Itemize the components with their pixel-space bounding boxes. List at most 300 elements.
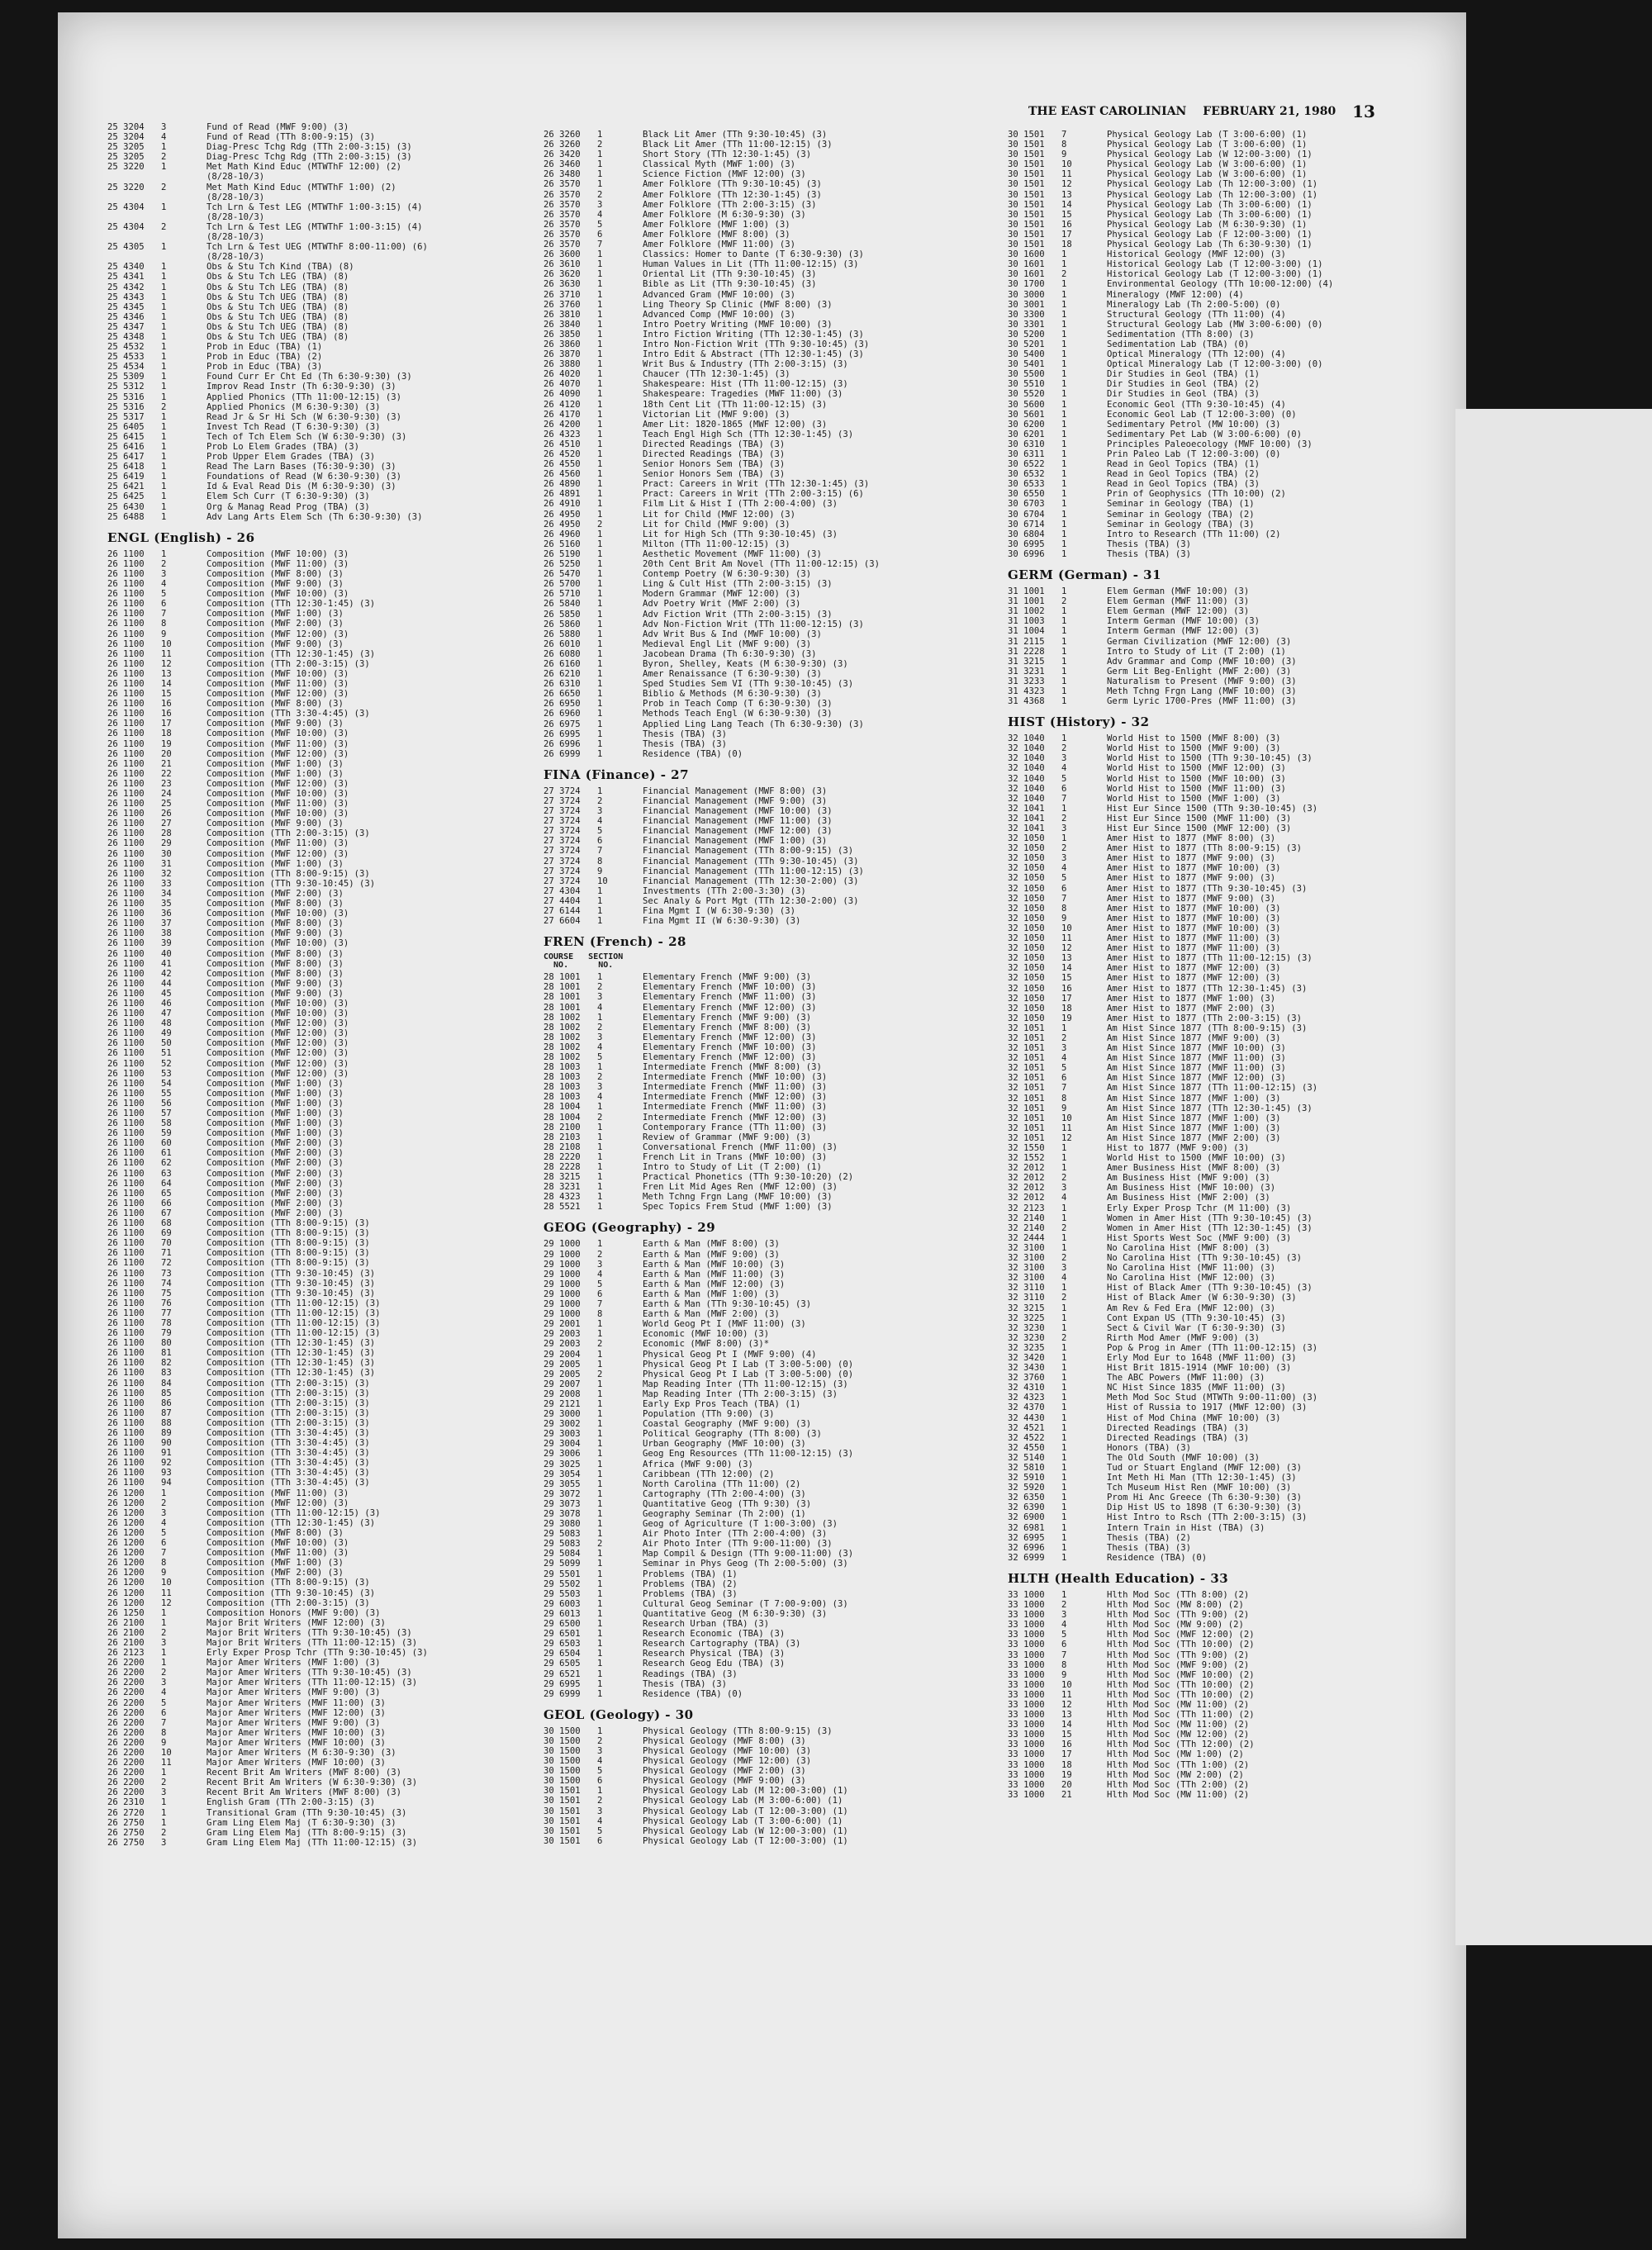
course-row: [107, 1648, 537, 1658]
course-title: Hlth Mod Soc (MW 8:00) (2): [1107, 1600, 1244, 1611]
course-number: 30 5200: [1008, 329, 1045, 339]
course-row: [1008, 1790, 1437, 1800]
section-number: 1: [597, 329, 603, 339]
course-title: Major Amer Writers (MWF 11:00) (3): [206, 1697, 386, 1708]
course-row: [107, 1508, 537, 1518]
department-heading: HIST (History) - 32: [1008, 714, 1150, 730]
section-number: 1: [1061, 519, 1067, 529]
course-number: 26 2720: [107, 1807, 145, 1818]
course-row: [1008, 150, 1437, 159]
course-title: Composition Honors (MWF 9:00) (3): [206, 1607, 381, 1618]
section-number: 1: [1061, 1342, 1067, 1353]
course-row: [1008, 369, 1437, 379]
course-number: 26 1100: [107, 1168, 145, 1179]
course-row: [107, 1258, 537, 1268]
course-number: 30 6532: [1008, 469, 1045, 480]
section-number: 4: [597, 1816, 603, 1826]
section-number: 1: [1061, 656, 1067, 667]
section-number: 1: [597, 439, 603, 449]
course-number: 32 1040: [1008, 773, 1045, 784]
course-number: 30 1500: [544, 1735, 581, 1746]
course-number: 30 1501: [544, 1825, 581, 1836]
course-row: [107, 262, 537, 272]
course-number: 32 3230: [1008, 1332, 1045, 1343]
course-title: Amer Hist to 1877 (MWF 10:00) (3): [1107, 923, 1281, 933]
course-number: 26 6950: [544, 699, 581, 710]
course-title: Optical Mineralogy (TTh 12:00) (4): [1107, 349, 1286, 360]
course-row: [107, 1668, 537, 1678]
course-number: 27 6604: [544, 916, 581, 927]
course-row: [107, 1148, 537, 1158]
section-number: 1: [597, 469, 603, 480]
section-number: 4: [161, 1517, 167, 1528]
section-number: 1: [1061, 1232, 1067, 1243]
course-row: [544, 1559, 973, 1569]
section-number: 1: [597, 429, 603, 439]
section-number: [161, 212, 206, 222]
course-title: (8/28-10/3): [206, 252, 265, 263]
section-number: 5: [1061, 1063, 1067, 1074]
course-number: 26 1100: [107, 828, 145, 839]
course-row: [544, 1142, 973, 1152]
course-number: 27 6144: [544, 906, 581, 917]
section-number: 91: [161, 1448, 172, 1459]
course-title: No Carolina Hist (MWF 11:00) (3): [1107, 1263, 1276, 1274]
course-title: Elementary French (MWF 12:00) (3): [643, 1051, 817, 1062]
section-number: 37: [161, 919, 172, 929]
section-number: 6: [161, 599, 167, 610]
section-number: 2: [597, 519, 603, 529]
course-number: 32 2012: [1008, 1193, 1045, 1203]
section-number: 1: [161, 242, 167, 253]
course-row: [1008, 469, 1437, 479]
course-row: [1008, 1502, 1437, 1512]
section-number: 1: [161, 352, 167, 363]
section-number: 1: [1061, 429, 1067, 439]
section-number: 1: [597, 1439, 603, 1450]
section-number: 2: [1061, 596, 1067, 607]
section-number: 1: [161, 421, 167, 432]
section-number: 4: [161, 1688, 167, 1698]
course-title: Foundations of Read (W 6:30-9:30) (3): [206, 472, 401, 482]
course-row: [1008, 1094, 1437, 1104]
course-title: Hlth Mod Soc (MW 9:00) (2): [1107, 1620, 1244, 1631]
course-row: [1008, 943, 1437, 953]
course-row: [1008, 1780, 1437, 1790]
course-row: [107, 1598, 537, 1608]
course-title: Composition (MWF 2:00) (3): [206, 1168, 344, 1179]
course-title: Geography Seminar (Th 2:00) (1): [643, 1509, 806, 1519]
section-number: 1: [161, 491, 167, 502]
course-row: [1008, 320, 1437, 330]
course-title: Oriental Lit (TTh 9:30-10:45) (3): [643, 269, 817, 280]
course-title: Physical Geog Pt I Lab (T 3:00-5:00) (0): [643, 1369, 854, 1379]
course-title: Intro to Study of Lit (T 2:00) (1): [643, 1162, 822, 1172]
department-heading: GERM (German) - 31: [1008, 567, 1162, 583]
course-row: [544, 1399, 973, 1409]
course-number: 32 1040: [1008, 753, 1045, 764]
course-title: Physical Geology Lab (W 12:00-3:00) (1): [1107, 150, 1313, 160]
section-number: 10: [1061, 923, 1072, 933]
course-row: [107, 1348, 537, 1358]
section-number: 4: [161, 132, 167, 143]
course-number: 29 3054: [544, 1469, 581, 1479]
course-number: 25 4347: [107, 321, 145, 332]
course-number: 26 1200: [107, 1517, 145, 1528]
course-number: 28 5521: [544, 1202, 581, 1213]
course-title: Gram Ling Elem Maj (T 6:30-9:30) (3): [206, 1817, 396, 1828]
course-row: [1008, 190, 1437, 200]
course-title: Composition (TTh 11:00-12:15) (3): [206, 1317, 381, 1328]
course-row: [544, 1023, 973, 1032]
section-number: 1: [1061, 529, 1067, 539]
course-number: 26 5190: [544, 548, 581, 559]
course-row: [107, 1748, 537, 1758]
course-title: Tch Lrn & Test UEG (MTWThF 8:00-11:00) (6): [206, 242, 428, 253]
course-number: 26 1250: [107, 1607, 145, 1618]
course-row: [1008, 240, 1437, 249]
course-row: [107, 1478, 537, 1488]
course-row: [107, 879, 537, 889]
course-row: [544, 669, 973, 679]
course-title: Shakespeare: Hist (TTh 11:00-12:15) (3): [643, 379, 848, 390]
section-number: 1: [1061, 1589, 1067, 1600]
course-title: Met Math Kind Educ (MTWThF 12:00) (2): [206, 162, 401, 173]
course-title: Major Amer Writers (MWF 9:00) (3): [206, 1717, 381, 1728]
course-title: Composition (TTh 8:00-9:15) (3): [206, 1228, 370, 1239]
course-number: 30 1601: [1008, 269, 1045, 280]
course-row: [544, 1082, 973, 1092]
course-title: Elem German (MWF 11:00) (3): [1107, 596, 1250, 607]
course-number: 25 6430: [107, 501, 145, 512]
course-row: [107, 1118, 537, 1128]
course-title: Seminar in Phys Geog (Th 2:00-5:00) (3): [643, 1559, 848, 1569]
course-row: [544, 1339, 973, 1349]
course-number: 30 5400: [1008, 349, 1045, 360]
course-title: Composition (TTh 12:30-1:45) (3): [206, 1358, 376, 1369]
section-number: 1: [1061, 379, 1067, 390]
schedule-column-1: [107, 122, 537, 1853]
section-number: 1: [597, 709, 603, 719]
course-row: [1008, 596, 1437, 606]
course-number: 32 6900: [1008, 1512, 1045, 1523]
section-number: 1: [1061, 606, 1067, 617]
course-row: [107, 152, 537, 162]
course-title: Research Urban (TBA) (3): [643, 1619, 770, 1630]
course-row: [544, 1152, 973, 1162]
course-number: 31 3215: [1008, 656, 1045, 667]
section-number: 3: [161, 1678, 167, 1688]
section-number: 1: [1061, 1363, 1067, 1374]
course-number: 33 1000: [1008, 1749, 1045, 1760]
course-number: 29 6003: [544, 1598, 581, 1609]
course-row: [1008, 1143, 1437, 1153]
course-row: [107, 1628, 537, 1638]
section-number: 2: [161, 182, 167, 192]
course-title: Pract: Careers in Writ (TTh 12:30-1:45) (3): [643, 479, 870, 490]
course-row: [544, 739, 973, 749]
course-number: 26 1100: [107, 919, 145, 929]
course-title: Composition (TTh 12:30-1:45) (3): [206, 1368, 376, 1379]
course-number: 29 6504: [544, 1649, 581, 1659]
course-number: 26 5470: [544, 569, 581, 580]
course-row: [107, 1289, 537, 1298]
course-row: [107, 1138, 537, 1148]
course-title: Composition (TTh 8:00-9:15) (3): [206, 1238, 370, 1249]
course-title: Am Hist Since 1877 (TTh 12:30-1:45) (3): [1107, 1103, 1313, 1113]
course-row: [544, 1239, 973, 1249]
course-title: Directed Readings (TBA) (3): [1107, 1432, 1250, 1443]
course-title: Hlth Mod Soc (TTh 9:00) (2): [1107, 1650, 1250, 1660]
course-row: [1008, 963, 1437, 973]
course-title: Meth Tchng Frgn Lang (MWF 10:00) (3): [1107, 686, 1297, 696]
course-title: Composition (TTh 3:30-4:45) (3): [206, 1428, 370, 1438]
course-title: Earth & Man (MWF 12:00) (3): [643, 1279, 786, 1289]
section-number: 1: [1061, 616, 1067, 627]
course-number: 26 2100: [107, 1627, 145, 1638]
course-number: 26 2750: [107, 1837, 145, 1848]
course-number: 25 6417: [107, 452, 145, 463]
course-number: 32 6350: [1008, 1493, 1045, 1503]
course-row: [1008, 210, 1437, 220]
course-title: Environmental Geology (TTh 10:00-12:00) (4): [1107, 279, 1334, 290]
course-row: [544, 1549, 973, 1559]
course-row: [107, 1818, 537, 1828]
course-number: 32 3110: [1008, 1293, 1045, 1303]
course-title: Hist of Black Amer (W 6:30-9:30) (3): [1107, 1293, 1297, 1303]
course-number: 33 1000: [1008, 1720, 1045, 1730]
section-number: 4: [597, 1042, 603, 1052]
course-row: [107, 979, 537, 989]
section-number: 1: [597, 619, 603, 629]
course-title: Physical Geology (MWF 10:00) (3): [643, 1745, 812, 1756]
course-number: 26 1100: [107, 968, 145, 979]
section-number: 8: [1061, 1659, 1067, 1670]
course-row: [107, 639, 537, 649]
course-title: Composition (MWF 1:00) (3): [206, 1558, 344, 1569]
section-number: 2: [1061, 1032, 1067, 1043]
course-title: Directed Readings (TBA) (3): [643, 449, 786, 459]
course-number: 26 3420: [544, 150, 581, 160]
course-title: (8/28-10/3): [206, 232, 265, 243]
course-title: Composition (TTh 11:00-12:15) (3): [206, 1328, 381, 1339]
course-row: [544, 300, 973, 310]
course-row: [1008, 1313, 1437, 1323]
section-number: 2: [161, 1627, 167, 1638]
course-row: [107, 1079, 537, 1089]
course-row: [1008, 1590, 1437, 1600]
course-title: Hlth Mod Soc (TTh 8:00) (2): [1107, 1589, 1250, 1600]
section-number: 6: [161, 1538, 167, 1549]
course-row: [1008, 1710, 1437, 1720]
course-section: [1008, 567, 1437, 706]
course-number: 31 3233: [1008, 676, 1045, 686]
course-title: Applied Phonics (M 6:30-9:30) (3): [206, 401, 381, 412]
course-number: 32 1040: [1008, 763, 1045, 774]
course-number: 33 1000: [1008, 1730, 1045, 1740]
course-title: Thesis (TBA) (3): [1107, 1542, 1192, 1553]
course-number: 30 1501: [1008, 229, 1045, 240]
schedule-column-3: [1008, 130, 1437, 1805]
course-number: 26 1100: [107, 778, 145, 789]
course-title: Composition (MWF 2:00) (3): [206, 1198, 344, 1208]
course-row: [544, 1569, 973, 1579]
section-number: 1: [597, 719, 603, 729]
course-title: Physical Geology Lab (M 3:00-6:00) (1): [643, 1796, 843, 1806]
course-row: [1008, 1043, 1437, 1053]
section-number: 3: [1061, 853, 1067, 864]
course-number: 30 1501: [1008, 240, 1045, 250]
course-number: 30 1500: [544, 1725, 581, 1736]
section-number: 1: [597, 1132, 603, 1142]
section-number: 9: [161, 1568, 167, 1578]
course-number: 26 1100: [107, 568, 145, 579]
course-row: [1008, 1023, 1437, 1033]
department-heading: FREN (French) - 28: [544, 934, 686, 950]
section-number: 1: [597, 449, 603, 459]
section-number: 1: [597, 1629, 603, 1640]
course-title: Hist Intro to Rsch (TTh 2:00-3:15) (3): [1107, 1512, 1308, 1523]
course-row: [107, 412, 537, 422]
course-number: 30 5600: [1008, 399, 1045, 410]
section-number: 42: [161, 968, 172, 979]
course-number: 29 5502: [544, 1578, 581, 1589]
course-title: Amer Folklore (MWF 8:00) (3): [643, 229, 790, 240]
section-number: 4: [597, 209, 603, 220]
course-title: Structural Geology (TTh 11:00) (4): [1107, 309, 1286, 320]
course-title: Medieval Engl Lit (MWF 9:00) (3): [643, 638, 812, 649]
course-number: 32 1050: [1008, 903, 1045, 914]
course-number: 29 1000: [544, 1299, 581, 1310]
course-row: [107, 828, 537, 838]
course-row: [107, 1538, 537, 1548]
course-row: [544, 1589, 973, 1599]
course-title: Composition (TTh 2:00-3:15) (3): [206, 1417, 370, 1428]
course-row: [544, 796, 973, 806]
course-row: [544, 1072, 973, 1082]
course-row: [107, 1379, 537, 1388]
course-title: German Civilization (MWF 12:00) (3): [1107, 636, 1292, 647]
course-number: 26 1100: [107, 838, 145, 849]
course-row: [1008, 1512, 1437, 1522]
course-row: [107, 1328, 537, 1338]
course-row: [544, 1279, 973, 1289]
course-number: 26 2200: [107, 1737, 145, 1748]
course-title: Composition (MWF 8:00) (3): [206, 948, 344, 959]
course-title: Black Lit Amer (TTh 9:30-10:45) (3): [643, 130, 828, 140]
course-title: Physical Geog Pt I (MWF 9:00) (4): [643, 1349, 817, 1360]
course-title: Honors (TBA) (3): [1107, 1442, 1192, 1453]
section-number: 4: [1061, 863, 1067, 874]
course-number: 27 3724: [544, 796, 581, 806]
course-title: Problems (TBA) (2): [643, 1578, 738, 1589]
course-row: [544, 610, 973, 619]
course-number: 32 1041: [1008, 803, 1045, 814]
course-title: Composition (TTh 11:00-12:15) (3): [206, 1298, 381, 1308]
course-title: Applied Phonics (TTh 11:00-12:15) (3): [206, 392, 401, 402]
section-number: 6: [597, 1835, 603, 1846]
course-title: Aesthetic Movement (MWF 11:00) (3): [643, 548, 822, 559]
course-number: 26 1100: [107, 1178, 145, 1189]
course-row: [1008, 1700, 1437, 1710]
course-number: 32 1051: [1008, 1132, 1045, 1143]
course-title: Composition (TTh 8:00-9:15) (3): [206, 1578, 370, 1588]
course-title: Sped Studies Sem VI (TTh 9:30-10:45) (3): [643, 679, 854, 690]
course-title: Composition (TTh 3:30-4:45) (3): [206, 1438, 370, 1449]
section-number: 1: [1061, 1412, 1067, 1423]
course-number: 25 6416: [107, 442, 145, 452]
course-number: 26 2750: [107, 1817, 145, 1828]
course-title: Id & Eval Read Dis (M 6:30-9:30) (3): [206, 482, 396, 492]
course-title: Hlth Mod Soc (MWF 9:00) (2): [1107, 1659, 1250, 1670]
section-number: 1: [1061, 1373, 1067, 1384]
course-number: 32 2012: [1008, 1183, 1045, 1194]
course-title: Erly Exper Prosp Tchr (TTh 9:30-10:45) (3): [206, 1648, 428, 1659]
course-title: Hlth Mod Soc (TTh 9:00) (2): [1107, 1610, 1250, 1621]
course-row: [107, 1778, 537, 1787]
section-number: 1: [597, 1239, 603, 1250]
course-title: Population (TTh 9:00) (3): [643, 1409, 775, 1420]
section-number: 79: [161, 1328, 172, 1339]
section-number: 1: [1061, 1502, 1067, 1513]
course-title: Map Compil & Design (TTh 9:00-11:00) (3): [643, 1549, 854, 1559]
course-title: Modern Grammar (MWF 12:00) (3): [643, 589, 801, 600]
course-number: 32 4430: [1008, 1412, 1045, 1423]
course-title: Hist Sports West Soc (MWF 9:00) (3): [1107, 1232, 1292, 1243]
course-number: 33 1000: [1008, 1740, 1045, 1750]
course-row: [107, 1208, 537, 1218]
section-number: 1: [1061, 439, 1067, 449]
section-number: 1: [597, 1409, 603, 1420]
section-number: 1: [1061, 289, 1067, 300]
section-number: 1: [1061, 548, 1067, 559]
course-number: 26 1100: [107, 709, 145, 719]
course-number: 31 1001: [1008, 586, 1045, 597]
course-title: Jacobean Drama (Th 6:30-9:30) (3): [643, 648, 817, 659]
course-title: Amer Hist to 1877 (MWF 11:00) (3): [1107, 933, 1281, 944]
course-row: [107, 1768, 537, 1778]
course-number: 26 1100: [107, 1378, 145, 1388]
course-row: [544, 806, 973, 816]
course-number: 25 5316: [107, 401, 145, 412]
course-number: 26 1100: [107, 888, 145, 899]
section-number: 2: [597, 982, 603, 993]
section-number: [161, 172, 206, 182]
section-number: 11: [161, 648, 172, 659]
section-number: 3: [597, 1259, 603, 1270]
course-row: [544, 230, 973, 240]
course-title: Physical Geology Lab (Th 3:00-6:00) (1): [1107, 199, 1313, 210]
section-number: 45: [161, 988, 172, 999]
section-number: 4: [1061, 1193, 1067, 1203]
section-number: 14: [1061, 1720, 1072, 1730]
course-title: Earth & Man (MWF 8:00) (3): [643, 1239, 780, 1250]
section-number: 33: [161, 878, 172, 889]
section-number: 1: [597, 1659, 603, 1669]
section-number: 1: [161, 548, 167, 559]
course-number: 33 1000: [1008, 1769, 1045, 1780]
course-title: Amer Lit: 1820-1865 (MWF 12:00) (3): [643, 419, 828, 430]
course-number: 30 1700: [1008, 279, 1045, 290]
section-number: 84: [161, 1378, 172, 1388]
section-number: 1: [1061, 1493, 1067, 1503]
section-number: 60: [161, 1138, 172, 1149]
course-number: 26 6995: [544, 729, 581, 739]
course-row: [107, 629, 537, 639]
course-number: 28 1003: [544, 1082, 581, 1093]
course-number: 26 2200: [107, 1678, 145, 1688]
course-number: 32 1040: [1008, 733, 1045, 744]
